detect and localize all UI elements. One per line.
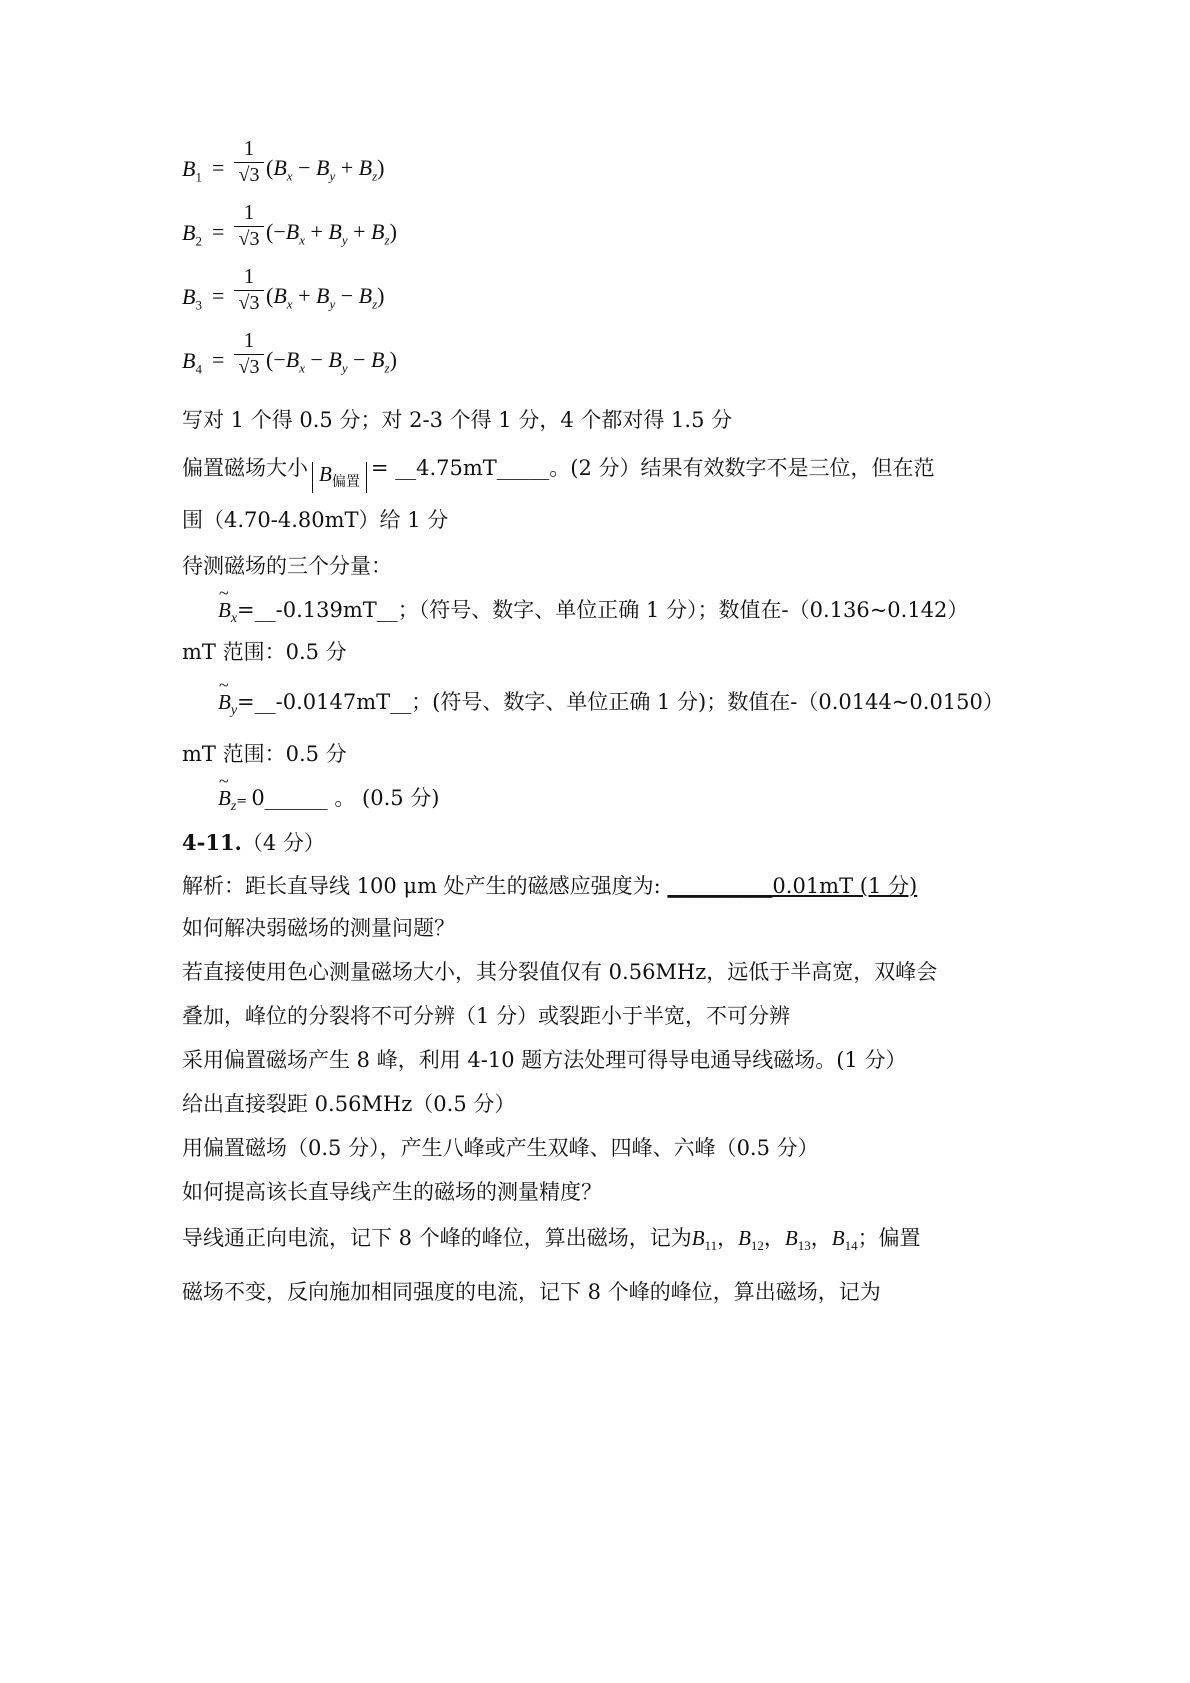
fraction-denominator: √3 <box>238 228 260 250</box>
equation-rhs: $(B_x + B_y - B_z)$ <box>266 283 385 312</box>
by-symbol <box>218 690 238 719</box>
bias-field-line <box>182 458 935 493</box>
equation-lhs-sub: 2 <box>195 233 202 249</box>
score-rule: 写对 1 个得 0.5 分；对 2-3 个得 1 分，4 个都对得 1.5 分 <box>182 408 733 432</box>
separator: ， <box>810 1226 832 1250</box>
fraction-numerator: 1 <box>243 328 255 352</box>
equation-lhs: $B_3$ <box>182 284 202 313</box>
by-symbol-letter: B <box>218 690 231 714</box>
bz-symbol-letter: B <box>218 786 231 810</box>
separator: ， <box>717 1226 739 1250</box>
equals-sign: = <box>212 283 225 308</box>
by-line <box>218 692 1004 718</box>
bz-value: 0______ <box>251 786 328 810</box>
question-score: （4 分） <box>241 831 325 855</box>
bias-answer: __4.75mT_____ <box>395 456 550 480</box>
fraction <box>234 264 264 315</box>
fraction-bar <box>234 290 264 291</box>
bz-line <box>218 788 440 814</box>
term: $B_y$ <box>328 347 348 376</box>
analysis-line <box>182 876 917 897</box>
answer-para-2: 叠加，峰位的分裂将不可分辨（1 分）或裂距小于半宽，不可分辨 <box>182 1004 791 1028</box>
term: $B_z$ <box>371 347 390 376</box>
b-term: $B_{14}$ <box>831 1226 858 1254</box>
term: $B_y$ <box>315 283 336 312</box>
equals-sign: = <box>212 347 225 372</box>
question-1: 如何解决弱磁场的测量问题？ <box>182 916 455 940</box>
fraction <box>234 136 264 187</box>
fraction-numerator: 1 <box>243 264 255 288</box>
by-symbol-sub: y <box>230 703 238 719</box>
bias-abs-symbol <box>312 462 367 493</box>
fraction-denominator: √3 <box>238 164 260 186</box>
bx-symbol-sub: x <box>230 611 238 627</box>
bx-text: =__-0.139mT__；（符号、数字、单位正确 1 分）；数值在-（0.136~0.142） <box>237 598 969 622</box>
question-number: 4-11. <box>182 830 242 855</box>
fraction-bar <box>234 226 264 227</box>
fraction-numerator: 1 <box>243 200 255 224</box>
term: $B_z$ <box>358 155 378 184</box>
para6-terms <box>691 1226 858 1254</box>
term: $B_x$ <box>273 283 293 312</box>
term: $B_y$ <box>328 219 348 248</box>
answer-para-6 <box>182 1228 921 1252</box>
by-text: =__-0.0147mT__；(符号、数字、单位正确 1 分)；数值在-（0.0144~0.0150） <box>237 690 1004 714</box>
para6-suffix: ；偏置 <box>857 1226 921 1250</box>
term: $B_z$ <box>358 283 378 312</box>
bias-field-line2: 围（4.70-4.80mT）给 1 分 <box>182 508 449 532</box>
equation-rhs: $(-B_x + B_y + B_z)$ <box>266 219 397 248</box>
equation-rhs: $(-B_x - B_y - B_z)$ <box>266 347 397 376</box>
b-term: $B_{12}$ <box>738 1226 764 1254</box>
b-term: $B_{11}$ <box>691 1226 718 1254</box>
components-title: 待测磁场的三个分量： <box>182 554 392 578</box>
term: $B_y$ <box>315 155 336 184</box>
fraction-bar <box>234 162 264 163</box>
equals-sign: = <box>212 219 225 244</box>
equation-lhs: $B_2$ <box>182 220 202 249</box>
equation-lhs-sub: 4 <box>195 361 202 377</box>
bx-symbol-letter: B <box>218 598 231 622</box>
question-2: 如何提高该长直导线产生的磁场的测量精度？ <box>182 1180 602 1204</box>
b-term: $B_{13}$ <box>784 1226 811 1254</box>
equation-rhs: $(B_x - B_y + B_z)$ <box>266 155 385 184</box>
answer-para-4: 给出直接裂距 0.56MHz（0.5 分） <box>182 1092 516 1116</box>
bias-equals: = <box>370 456 396 480</box>
equation-lhs-sub: 3 <box>195 297 202 313</box>
answer-para-5: 用偏置磁场（0.5 分），产生八峰或产生双峰、四峰、六峰（0.5 分） <box>182 1136 819 1160</box>
equation-lhs: $B_1$ <box>182 156 202 185</box>
analysis-answer: __________0.01mT (1 分) <box>667 874 918 898</box>
bx-cont: mT 范围：0.5 分 <box>182 640 347 664</box>
bz-symbol-sub: z <box>230 799 237 815</box>
bz-eq: = <box>236 794 252 809</box>
term: $B_x$ <box>285 347 305 376</box>
analysis-prefix: 解析：距长直导线 100 μm 处产生的磁感应强度为: <box>182 874 668 898</box>
answer-para-7: 磁场不变，反向施加相同强度的电流，记下 8 个峰的峰位，算出磁场，记为 <box>182 1280 881 1304</box>
question-4-11-header <box>182 832 325 854</box>
equation-lhs-sub: 1 <box>195 169 202 185</box>
answer-para-1: 若直接使用色心测量磁场大小，其分裂值仅有 0.56MHz，远低于半高宽，双峰会 <box>182 960 938 984</box>
fraction <box>234 200 264 251</box>
answer-para-3: 采用偏置磁场产生 8 峰，利用 4-10 题方法处理可得导电通导线磁场。(1 分） <box>182 1048 907 1072</box>
by-cont: mT 范围：0.5 分 <box>182 742 347 766</box>
bz-text: 。 (0.5 分) <box>327 786 440 810</box>
fraction-bar <box>234 354 264 355</box>
bx-symbol <box>218 598 238 627</box>
para6-prefix: 导线通正向电流，记下 8 个峰的峰位，算出磁场，记为 <box>182 1226 692 1250</box>
fraction-denominator: √3 <box>238 292 260 314</box>
term: $B_z$ <box>371 219 390 248</box>
bias-prefix: 偏置磁场大小 <box>182 456 308 480</box>
bias-symbol: B <box>319 462 332 486</box>
fraction-numerator: 1 <box>243 136 255 160</box>
bias-suffix: 。(2 分）结果有效数字不是三位，但在范 <box>549 456 935 480</box>
equals-sign: = <box>212 155 225 180</box>
separator: ， <box>763 1226 785 1250</box>
bx-line <box>218 600 968 626</box>
term: $B_x$ <box>285 219 305 248</box>
term: $B_x$ <box>273 155 293 184</box>
fraction <box>234 328 264 379</box>
fraction-denominator: √3 <box>238 356 260 378</box>
bz-symbol <box>218 786 237 815</box>
equation-lhs: $B_4$ <box>182 348 202 377</box>
bias-symbol-sub: 偏置 <box>331 474 360 491</box>
